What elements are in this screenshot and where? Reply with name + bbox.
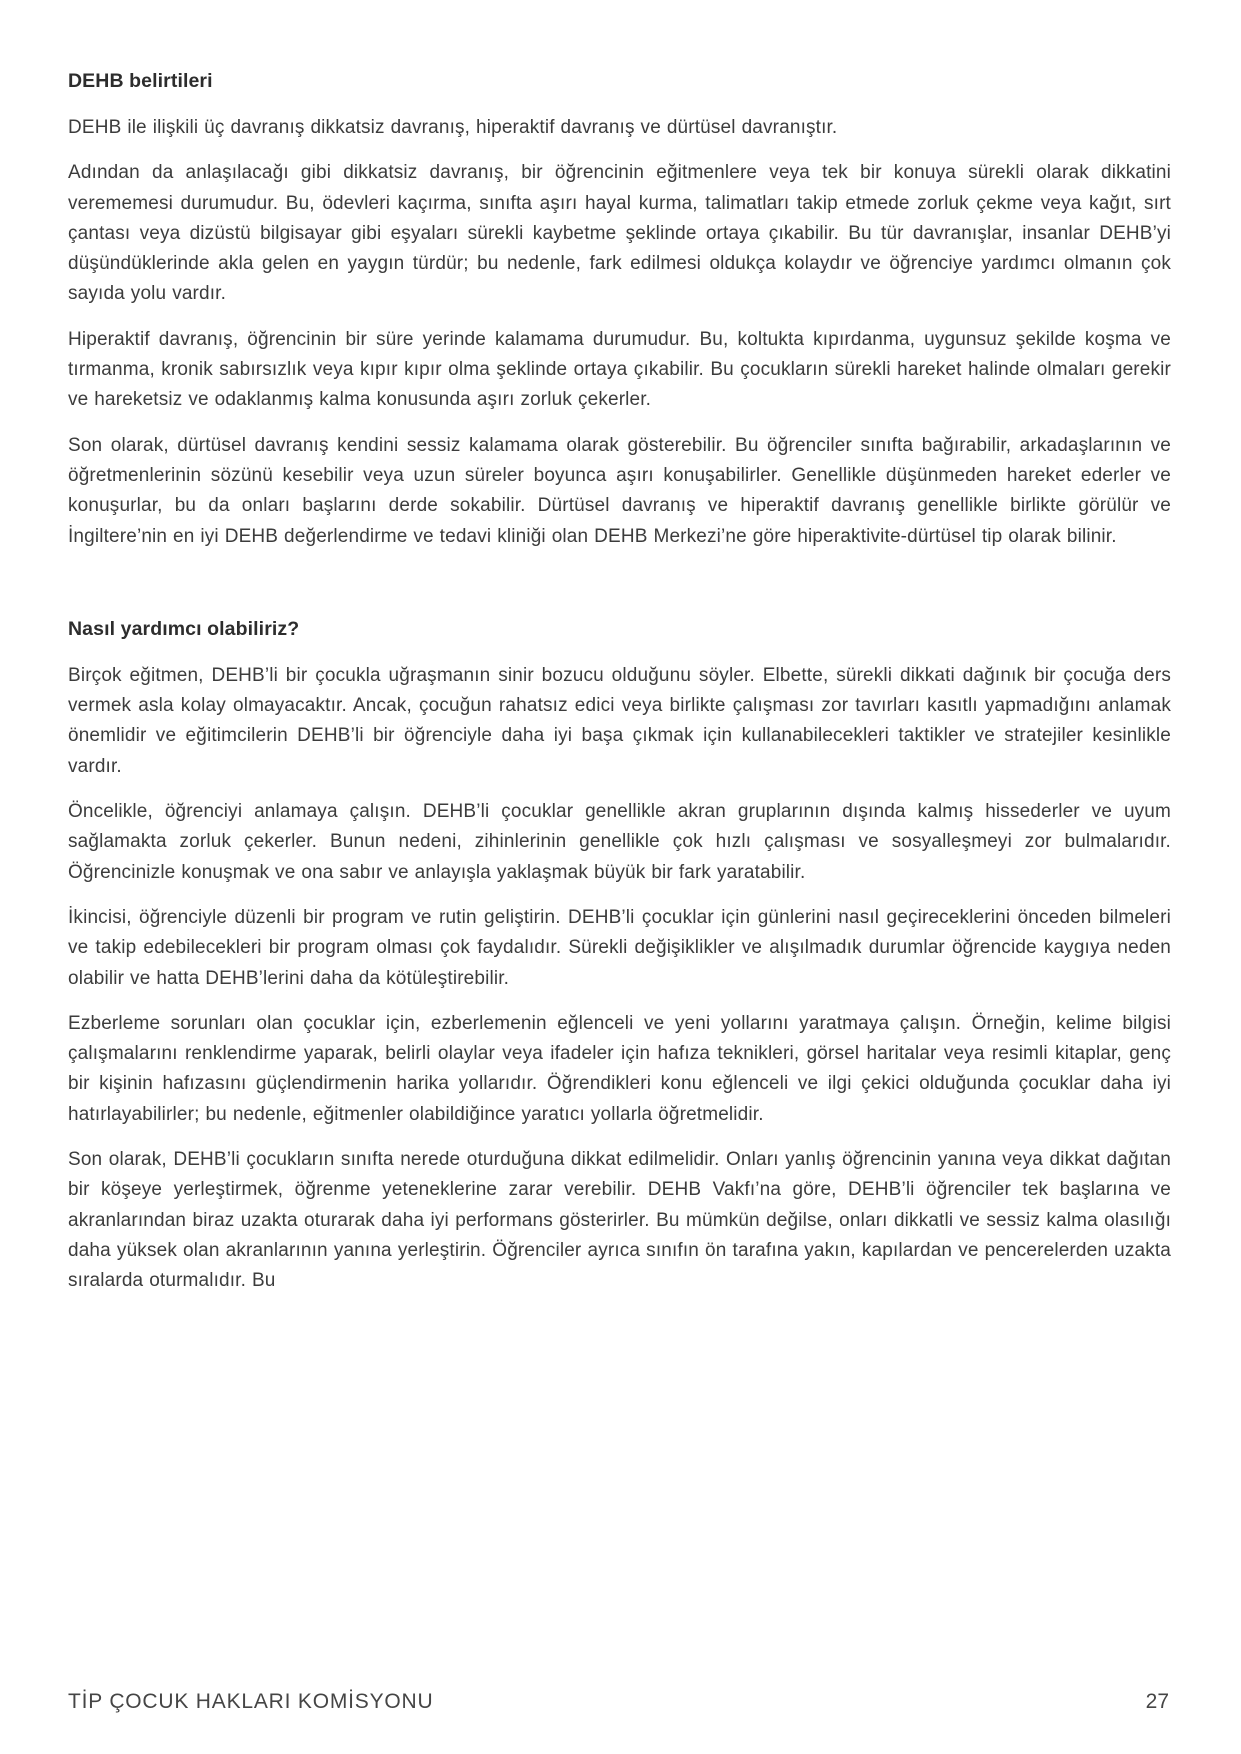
paragraph: Adından da anlaşılacağı gibi dikkatsiz davranış, bir öğrencinin eğitmenlere veya tek bir konuya sürekli olarak dikkatini verememesi durumudur. Bu, ödevleri kaçırma, sınıfta aşırı hayal kurma, talimatları takip etmede zorluk çekme veya kağıt, sırt çantası veya dizüstü bilgisayar gibi eşyaları sürekli kaybetme şeklinde ortaya çıkabilir. Bu tür davranışlar, insanlar DEHB’yi düşündüklerinde akla gelen en yaygın türdür; bu nedenle, fark edilmesi oldukça kolaydır ve öğrenciye yardımcı olmanın çok sayıda yolu vardır. bbox=[68, 162, 1171, 305]
paragraph: Son olarak, dürtüsel davranış kendini sessiz kalamama olarak gösterebilir. Bu öğrenciler sınıfta bağırabilir, arkadaşlarının ve öğretmenlerinin sözünü kesebilir veya uzun süreler boyunca aşırı konuşabilirler. Genellikle düşünmeden hareket ederler ve konuşurlar, bu da onları başlarını derde sokabilir. Dürtüsel davranış ve hiperaktif davranış genellikle birlikte görülür ve İngiltere’nin en iyi DEHB değerlendirme ve tedavi kliniği olan DEHB Merkezi’ne göre hiperaktivite-dürtüsel tip olarak bilinir. bbox=[68, 434, 1171, 547]
paragraph: İkincisi, öğrenciyle düzenli bir program ve rutin geliştirin. DEHB’li çocuklar için günlerini nasıl geçireceklerini önceden bilmeleri ve takip edebilecekleri bir program olması çok faydalıdır. Sürekli değişiklikler ve alışılmadık durumlar öğrencide kaygıya neden olabilir ve hatta DEHB’lerini daha da kötüleştirebilir. bbox=[68, 906, 1171, 989]
paragraph: Öncelikle, öğrenciyi anlamaya çalışın. DEHB’li çocuklar genellikle akran gruplarının dışında kalmış hissederler ve uyum sağlamakta zorluk çekerler. Bunun nedeni, zihinlerinin genellikle çok hızlı çalışması ve sosyalleşmeyi zor bulmalarıdır. Öğrencinizle konuşmak ve ona sabır ve anlayışla yaklaşmak büyük bir fark yaratabilir. bbox=[68, 801, 1171, 883]
section-heading-dehb-belirtileri: DEHB belirtileri bbox=[68, 70, 213, 92]
paragraph: Hiperaktif davranış, öğrencinin bir süre yerinde kalamama durumudur. Bu, koltukta kıpırdanma, uygunsuz şekilde koşma ve tırmanma, kronik sabırsızlık veya kıpır kıpır olma şeklinde ortaya çıkabilir. Bu çocukların sürekli hareket halinde olmaları gerekir ve hareketsiz ve odaklanmış kalma konusunda aşırı zorluk çekerler. bbox=[68, 328, 1171, 411]
page-footer bbox=[68, 1690, 1169, 1714]
paragraph: Son olarak, DEHB’li çocukların sınıfta nerede oturduğuna dikkat edilmelidir. Onları yanlış öğrencinin yanına veya dikkat dağıtan bir köşeye yerleştirmek, öğrenme yeteneklerine zarar verebilir. DEHB Vakfı’na göre, DEHB’li öğrenciler tek başlarına ve akranlarından biraz uzakta oturarak daha iyi performans gösterirler. Bu mümkün değilse, onları dikkatli ve sessiz kalma olasılığı daha yüksek olan akranlarının yanına yerleştirin. Öğrenciler ayrıca sınıfın ön tarafına yakın, kapılardan ve pencerelerden uzakta sıralarda oturmalıdır. Bu bbox=[68, 1149, 1171, 1292]
paragraph: Ezberleme sorunları olan çocuklar için, ezberlemenin eğlenceli ve yeni yollarını yaratmaya çalışın. Örneğin, kelime bilgisi çalışmalarını renklendirme yaparak, belirli olaylar veya ifadeler için hafıza teknikleri, görsel haritalar veya resimli kitaplar, genç bir kişinin hafızasını güçlendirmenin harika yollarıdır. Öğrendikleri konu eğlenceli ve ilgi çekici olduğunda çocuklar daha iyi hatırlayabilirler; bu nedenle, eğitmenler olabildiğince yaratıcı yollarla öğretmelidir. bbox=[68, 1012, 1171, 1125]
paragraph: Birçok eğitmen, DEHB’li bir çocukla uğraşmanın sinir bozucu olduğunu söyler. Elbette, sürekli dikkati dağınık bir çocuğa ders vermek asla kolay olmayacaktır. Ancak, çocuğun rahatsız edici veya birlikte çalışması zor tavırları kasıtlı yapmadığını anlamak önemlidir ve eğitimcilerin DEHB’li bir öğrenciyle daha iyi başa çıkmak için kullanabilecekleri taktikler ve stratejiler kesinlikle vardır. bbox=[68, 664, 1171, 777]
footer-title: TİP ÇOCUK HAKLARI KOMİSYONU bbox=[68, 1690, 434, 1713]
paragraph: DEHB ile ilişkili üç davranış dikkatsiz davranış, hiperaktif davranış ve dürtüsel davranıştır. bbox=[68, 117, 838, 138]
page-number: 27 bbox=[1145, 1690, 1169, 1713]
section-dehb-belirtileri bbox=[68, 66, 1171, 552]
section-nasil-yardimci-olabiliriz bbox=[68, 614, 1171, 1297]
section-heading-nasil-yardimci: Nasıl yardımcı olabiliriz? bbox=[68, 617, 300, 640]
